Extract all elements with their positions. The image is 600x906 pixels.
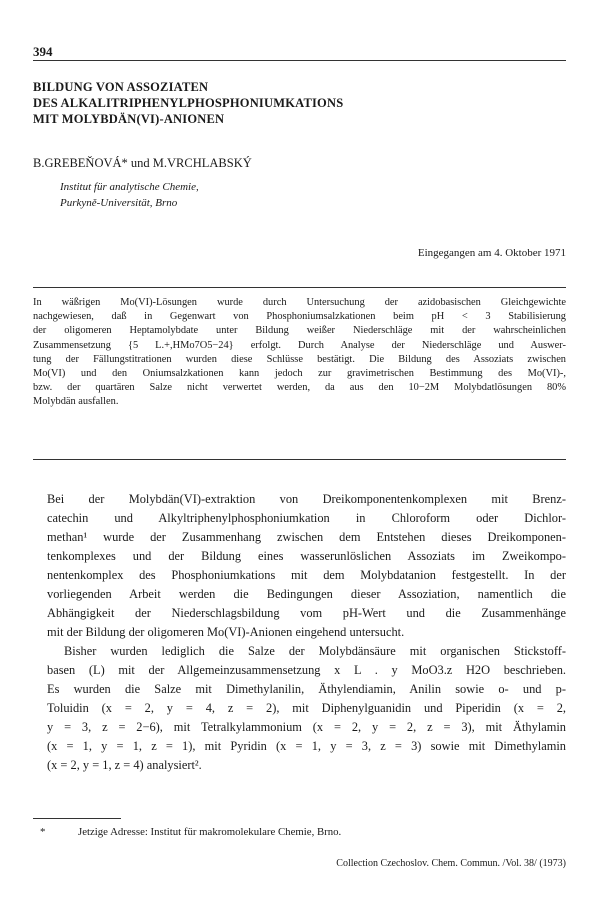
- article-title: [33, 79, 566, 127]
- authors: B.GREBEŇOVÁ* und M.VRCHLABSKÝ: [33, 156, 252, 170]
- abstract-line: tung der Fällungstitrationen wurden diese Schlüsse bestätigt. Die Bildung des Assoziats zwischen: [33, 353, 566, 365]
- title-line: MIT MOLYBDÄN(VI)-ANIONEN: [33, 112, 225, 126]
- abstract-line: In wäßrigen Mo(VI)-Lösungen wurde durch Untersuchung der azidobasischen Gleichgewichte: [33, 297, 566, 308]
- body-line: y = 3, z = 2−6), mit Tetralkylammonium (x = 2, y = 2, z = 3), mit Äthylamin: [47, 720, 566, 734]
- body-line: Bei der Molybdän(VI)-extraktion von Dreikomponentenkomplexen mit Brenz-: [47, 492, 566, 506]
- body-line: Bisher wurden lediglich die Salze der Molybdänsäure mit organischen Stickstoff-: [64, 644, 566, 658]
- footnote-text: Jetzige Adresse: Institut für makromolekulare Chemie, Brno.: [78, 826, 342, 838]
- body-line: catechin und Alkyltriphenylphosphoniumkation in Chloroform oder Dichlor-: [47, 511, 566, 525]
- body-line: mit der Bildung der oligomeren Mo(VI)-Anionen eingehend untersucht.: [47, 625, 405, 639]
- title-line: DES ALKALITRIPHENYLPHOSPHONIUMKATIONS: [33, 96, 344, 110]
- header-rule: [33, 60, 566, 61]
- affiliation-line: Institut für analytische Chemie,: [60, 181, 199, 193]
- abstract-line: bzw. der quartären Salze nicht verwertet werden, da aus den 10−2M Molybdatlösungen 80%: [33, 382, 566, 394]
- body-line: Toluidin (x = 2, y = 4, z = 2), mit Diphenylguanidin und Piperidin (x = 2,: [47, 701, 566, 715]
- footnote: [40, 826, 341, 838]
- body-line: basen (L) mit der Allgemeinzusammensetzung x L . y MoO3.z H2O beschrieben.: [47, 663, 566, 677]
- abstract-line: Zusammensetzung {5 L.+,HMo7O5−24} erfolgt. Durch Analyse der Niederschläge und Auswer-: [33, 339, 566, 351]
- abstract-line: Molybdän ausfallen.: [33, 396, 119, 408]
- abstract-line: der oligomeren Heptamolybdate unter Bildung weißer Niederschläge mit der wahrscheinlichen: [33, 325, 566, 337]
- body-line: Abhängigkeit der Niederschlagsbildung vom pH-Wert und die Zusammenhänge: [47, 606, 566, 620]
- footnote-mark: *: [40, 826, 46, 838]
- body-text: [47, 490, 566, 775]
- footnote-rule: [33, 818, 121, 819]
- body-line: tenkomplexes und der Bildung eines wasserunlöslichen Assoziats im Zweikompo-: [47, 549, 566, 563]
- journal-citation: Collection Czechoslov. Chem. Commun. /Vol. 38/ (1973): [336, 858, 566, 869]
- page-number: 394: [33, 44, 53, 59]
- body-line: (x = 1, y = 1, z = 1), mit Pyridin (x = 1, y = 3, z = 3) sowie mit Dimethylamin: [47, 739, 566, 753]
- body-line: (x = 2, y = 1, z = 4) analysiert².: [47, 758, 202, 772]
- abstract: [33, 296, 566, 410]
- abstract-top-rule: [33, 287, 566, 288]
- received-date: Eingegangen am 4. Oktober 1971: [417, 247, 566, 259]
- affiliation-line: Purkyně-Universität, Brno: [60, 197, 178, 209]
- body-line: methan¹ wurde der Zusammenhang zwischen dem Entstehen dieses Dreikomponen-: [47, 530, 566, 544]
- body-line: vorliegenden Arbeit werden die Bedingungen dieser Assoziation, namentlich die: [47, 587, 566, 601]
- body-line: nentenkomplex des Phosphoniumkations mit dem Molybdatanion festgestellt. In der: [47, 568, 566, 582]
- affiliation: [60, 179, 199, 211]
- abstract-line: nachgewiesen, daß in Gegenwart von Phosphoniumsalzkationen beim pH < 3 Stabilisierung: [33, 311, 566, 323]
- abstract-bottom-rule: [33, 459, 566, 460]
- title-line: BILDUNG VON ASSOZIATEN: [33, 80, 209, 94]
- body-line: Es wurden die Salze mit Dimethylanilin, Äthylendiamin, Anilin sowie o- und p-: [47, 682, 566, 696]
- abstract-line: Mo(VI) und den Oniumsalzkationen kann jedoch zur gravimetrischen Bestimmung des Mo(VI)-,: [33, 368, 566, 380]
